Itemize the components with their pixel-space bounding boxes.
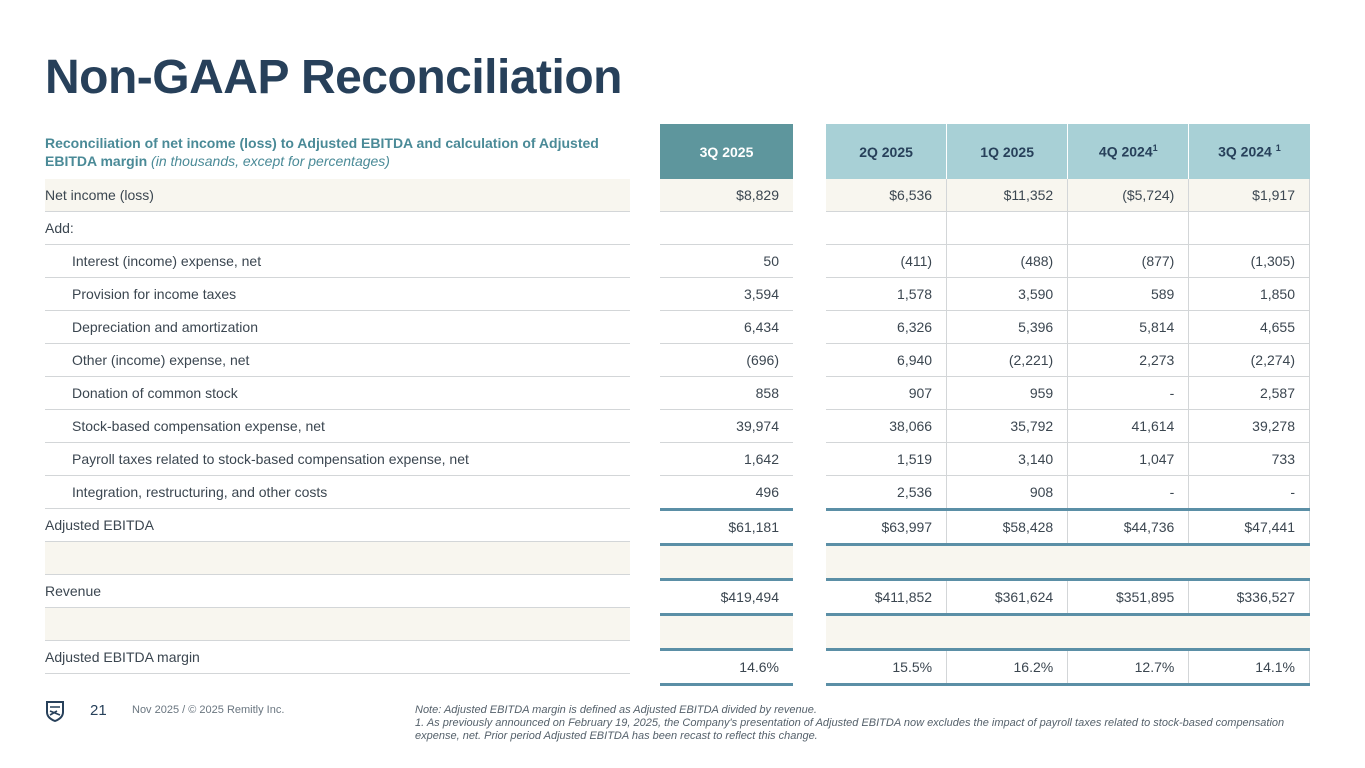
cell-value: 2,536 xyxy=(826,476,947,510)
cell-value xyxy=(947,212,1068,245)
cell-value: ($5,724) xyxy=(1068,179,1189,212)
cell-value: 1,578 xyxy=(826,278,947,311)
cell-spacer xyxy=(660,615,793,650)
cell-spacer xyxy=(826,615,947,650)
cell-value: $1,917 xyxy=(1189,179,1310,212)
cell-value: 4,655 xyxy=(1189,311,1310,344)
cell-value: $361,624 xyxy=(947,580,1068,615)
cell-value: 959 xyxy=(947,377,1068,410)
cell-spacer xyxy=(947,545,1068,580)
cell-value: $8,829 xyxy=(660,179,793,212)
cell-value: - xyxy=(1189,476,1310,510)
cell-value xyxy=(1068,212,1189,245)
cell-value: (2,221) xyxy=(947,344,1068,377)
cell-value: 858 xyxy=(660,377,793,410)
row-label-revenue: Revenue xyxy=(45,575,630,608)
column-header-1q2025: 1Q 2025 xyxy=(947,124,1068,179)
cell-value: 907 xyxy=(826,377,947,410)
cell-value: $47,441 xyxy=(1189,510,1310,545)
column-header-current: 3Q 2025 xyxy=(660,124,793,179)
cell-value: 2,273 xyxy=(1068,344,1189,377)
row-label-other-expense: Other (income) expense, net xyxy=(45,344,630,377)
row-label-interest: Interest (income) expense, net xyxy=(45,245,630,278)
cell-value: 39,974 xyxy=(660,410,793,443)
cell-value: 14.6% xyxy=(660,650,793,685)
cell-value: 41,614 xyxy=(1068,410,1189,443)
cell-value: (696) xyxy=(660,344,793,377)
cell-value: 908 xyxy=(947,476,1068,510)
column-header-2q2025: 2Q 2025 xyxy=(826,124,947,179)
cell-value: 6,434 xyxy=(660,311,793,344)
page-title: Non-GAAP Reconciliation xyxy=(45,51,622,104)
cell-value: 16.2% xyxy=(947,650,1068,685)
cell-value xyxy=(660,212,793,245)
cell-value: (411) xyxy=(826,245,947,278)
historical-quarters-table xyxy=(826,124,1310,686)
cell-value: 35,792 xyxy=(947,410,1068,443)
cell-value: $336,527 xyxy=(1189,580,1310,615)
row-label-donation: Donation of common stock xyxy=(45,377,630,410)
cell-value xyxy=(1189,212,1310,245)
row-labels xyxy=(45,179,630,674)
cell-value: (1,305) xyxy=(1189,245,1310,278)
page-number: 21 xyxy=(90,702,107,719)
row-label-depreciation: Depreciation and amortization xyxy=(45,311,630,344)
cell-value: 6,940 xyxy=(826,344,947,377)
cell-value: $63,997 xyxy=(826,510,947,545)
cell-value: (877) xyxy=(1068,245,1189,278)
cell-value: 2,587 xyxy=(1189,377,1310,410)
footnote-text: 1. As previously announced on February 19, 2025, the Company's presentation of Adjusted EBITDA now excludes the impact of payroll taxes related to stock-based compensation expense, net. Prior period Adjusted EBITDA has been recast to reflect this change. xyxy=(415,717,1285,742)
cell-value: 5,396 xyxy=(947,311,1068,344)
company-logo-icon xyxy=(45,700,65,727)
row-label-stock-comp: Stock-based compensation expense, net xyxy=(45,410,630,443)
column-header-4q2024 xyxy=(1068,124,1189,179)
cell-value: $58,428 xyxy=(947,510,1068,545)
cell-value: 12.7% xyxy=(1068,650,1189,685)
cell-value: 3,590 xyxy=(947,278,1068,311)
cell-value: 3,140 xyxy=(947,443,1068,476)
footnote-marker: 1 xyxy=(1152,143,1158,154)
cell-value: 15.5% xyxy=(826,650,947,685)
cell-value: (488) xyxy=(947,245,1068,278)
cell-value: 1,642 xyxy=(660,443,793,476)
cell-spacer xyxy=(1189,615,1310,650)
row-label-adjusted-ebitda: Adjusted EBITDA xyxy=(45,509,630,542)
cell-value: $411,852 xyxy=(826,580,947,615)
row-label-payroll-taxes: Payroll taxes related to stock-based compensation expense, net xyxy=(45,443,630,476)
column-header-3q2024 xyxy=(1189,124,1310,179)
cell-value: 38,066 xyxy=(826,410,947,443)
cell-spacer xyxy=(947,615,1068,650)
row-label-integration: Integration, restructuring, and other costs xyxy=(45,476,630,509)
table-caption xyxy=(45,134,645,170)
cell-value xyxy=(826,212,947,245)
cell-value: $11,352 xyxy=(947,179,1068,212)
cell-value: 3,594 xyxy=(660,278,793,311)
row-label-add: Add: xyxy=(45,212,630,245)
cell-value: $6,536 xyxy=(826,179,947,212)
row-label-taxes: Provision for income taxes xyxy=(45,278,630,311)
cell-value: 5,814 xyxy=(1068,311,1189,344)
cell-spacer xyxy=(1068,545,1189,580)
row-label-spacer xyxy=(45,542,630,575)
cell-value: $61,181 xyxy=(660,510,793,545)
cell-value: 1,850 xyxy=(1189,278,1310,311)
caption-text: Reconciliation of net income (loss) to Adjusted EBITDA and calculation of Adjusted EBITDA margin xyxy=(45,135,599,169)
column-header-label: 3Q 2024 xyxy=(1218,143,1272,160)
cell-spacer xyxy=(1068,615,1189,650)
row-label-ebitda-margin: Adjusted EBITDA margin xyxy=(45,641,630,674)
cell-value: 733 xyxy=(1189,443,1310,476)
cell-value: 6,326 xyxy=(826,311,947,344)
column-header-label: 4Q 2024 xyxy=(1098,143,1153,160)
caption-units: (in thousands, except for percentages) xyxy=(151,153,390,169)
cell-value: - xyxy=(1068,476,1189,510)
footnote-marker: 1 xyxy=(1275,143,1281,154)
row-label-net-income: Net income (loss) xyxy=(45,179,630,212)
note-text: Note: Adjusted EBITDA margin is defined as Adjusted EBITDA divided by revenue. xyxy=(415,704,817,716)
footnotes xyxy=(415,704,1320,743)
row-label-spacer xyxy=(45,608,630,641)
cell-value: - xyxy=(1068,377,1189,410)
cell-value: $351,895 xyxy=(1068,580,1189,615)
cell-value: 1,519 xyxy=(826,443,947,476)
cell-value: $419,494 xyxy=(660,580,793,615)
cell-value: 1,047 xyxy=(1068,443,1189,476)
cell-value: 496 xyxy=(660,476,793,510)
cell-spacer xyxy=(660,545,793,580)
cell-value: 14.1% xyxy=(1189,650,1310,685)
cell-spacer xyxy=(826,545,947,580)
cell-value: 50 xyxy=(660,245,793,278)
footer-copyright: Nov 2025 / © 2025 Remitly Inc. xyxy=(132,704,285,716)
cell-value: (2,274) xyxy=(1189,344,1310,377)
cell-value: $44,736 xyxy=(1068,510,1189,545)
cell-value: 39,278 xyxy=(1189,410,1310,443)
cell-value: 589 xyxy=(1068,278,1189,311)
cell-spacer xyxy=(1189,545,1310,580)
current-quarter-table xyxy=(660,124,793,686)
